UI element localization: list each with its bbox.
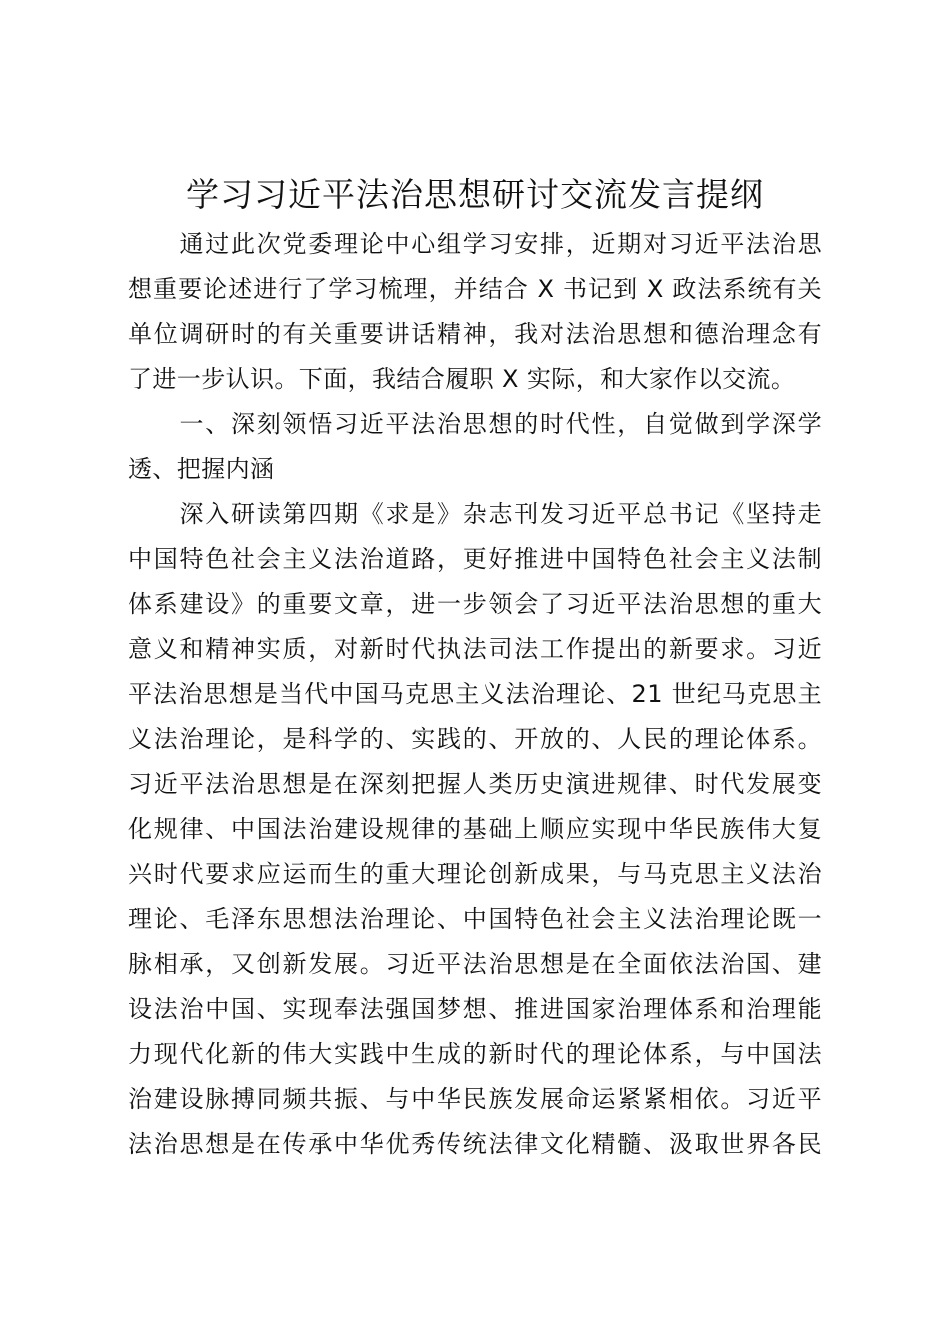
text-line: 了进一步认识。下面，我结合履职 X 实际，和大家作以交流。 <box>128 365 796 393</box>
text-line: 深入研读第四期《求是》杂志刊发习近平总书记《坚持走 <box>128 500 822 528</box>
text-line: 法治思想是在传承中华优秀传统法律文化精髓、汲取世界各民 <box>128 1130 822 1158</box>
text-line: 单位调研时的有关重要讲话精神，我对法治思想和德治理念有 <box>128 320 822 348</box>
text-line: 通过此次党委理论中心组学习安排，近期对习近平法治思 <box>128 230 822 258</box>
text-line: 意义和精神实质，对新时代执法司法工作提出的新要求。习近 <box>128 635 822 663</box>
text-line: 透、把握内涵 <box>128 455 275 483</box>
text-line: 理论、毛泽东思想法治理论、中国特色社会主义法治理论既一 <box>128 905 822 933</box>
text-line: 一、深刻领悟习近平法治思想的时代性，自觉做到学深学 <box>128 410 822 438</box>
text-line: 平法治思想是当代中国马克思主义法治理论、21 世纪马克思主 <box>128 680 822 708</box>
text-line: 习近平法治思想是在深刻把握人类历史演进规律、时代发展变 <box>128 770 822 798</box>
text-line: 中国特色社会主义法治道路，更好推进中国特色社会主义法制 <box>128 545 822 573</box>
text-line: 义法治理论，是科学的、实践的、开放的、人民的理论体系。 <box>128 725 822 753</box>
text-line: 治建设脉搏同频共振、与中华民族发展命运紧紧相依。习近平 <box>128 1085 822 1113</box>
text-line: 兴时代要求应运而生的重大理论创新成果，与马克思主义法治 <box>128 860 822 888</box>
text-line: 想重要论述进行了学习梳理，并结合 X 书记到 X 政法系统有关 <box>128 275 822 303</box>
text-line: 体系建设》的重要文章，进一步领会了习近平法治思想的重大 <box>128 590 822 618</box>
text-line: 脉相承，又创新发展。习近平法治思想是在全面依法治国、建 <box>128 950 822 978</box>
text-line: 力现代化新的伟大实践中生成的新时代的理论体系，与中国法 <box>128 1040 822 1068</box>
text-line: 设法治中国、实现奉法强国梦想、推进国家治理体系和治理能 <box>128 995 822 1023</box>
text-line: 化规律、中国法治建设规律的基础上顺应实现中华民族伟大复 <box>128 815 822 843</box>
document-body <box>128 222 822 1167</box>
document-title: 学习习近平法治思想研讨交流发言提纲 <box>186 175 764 214</box>
